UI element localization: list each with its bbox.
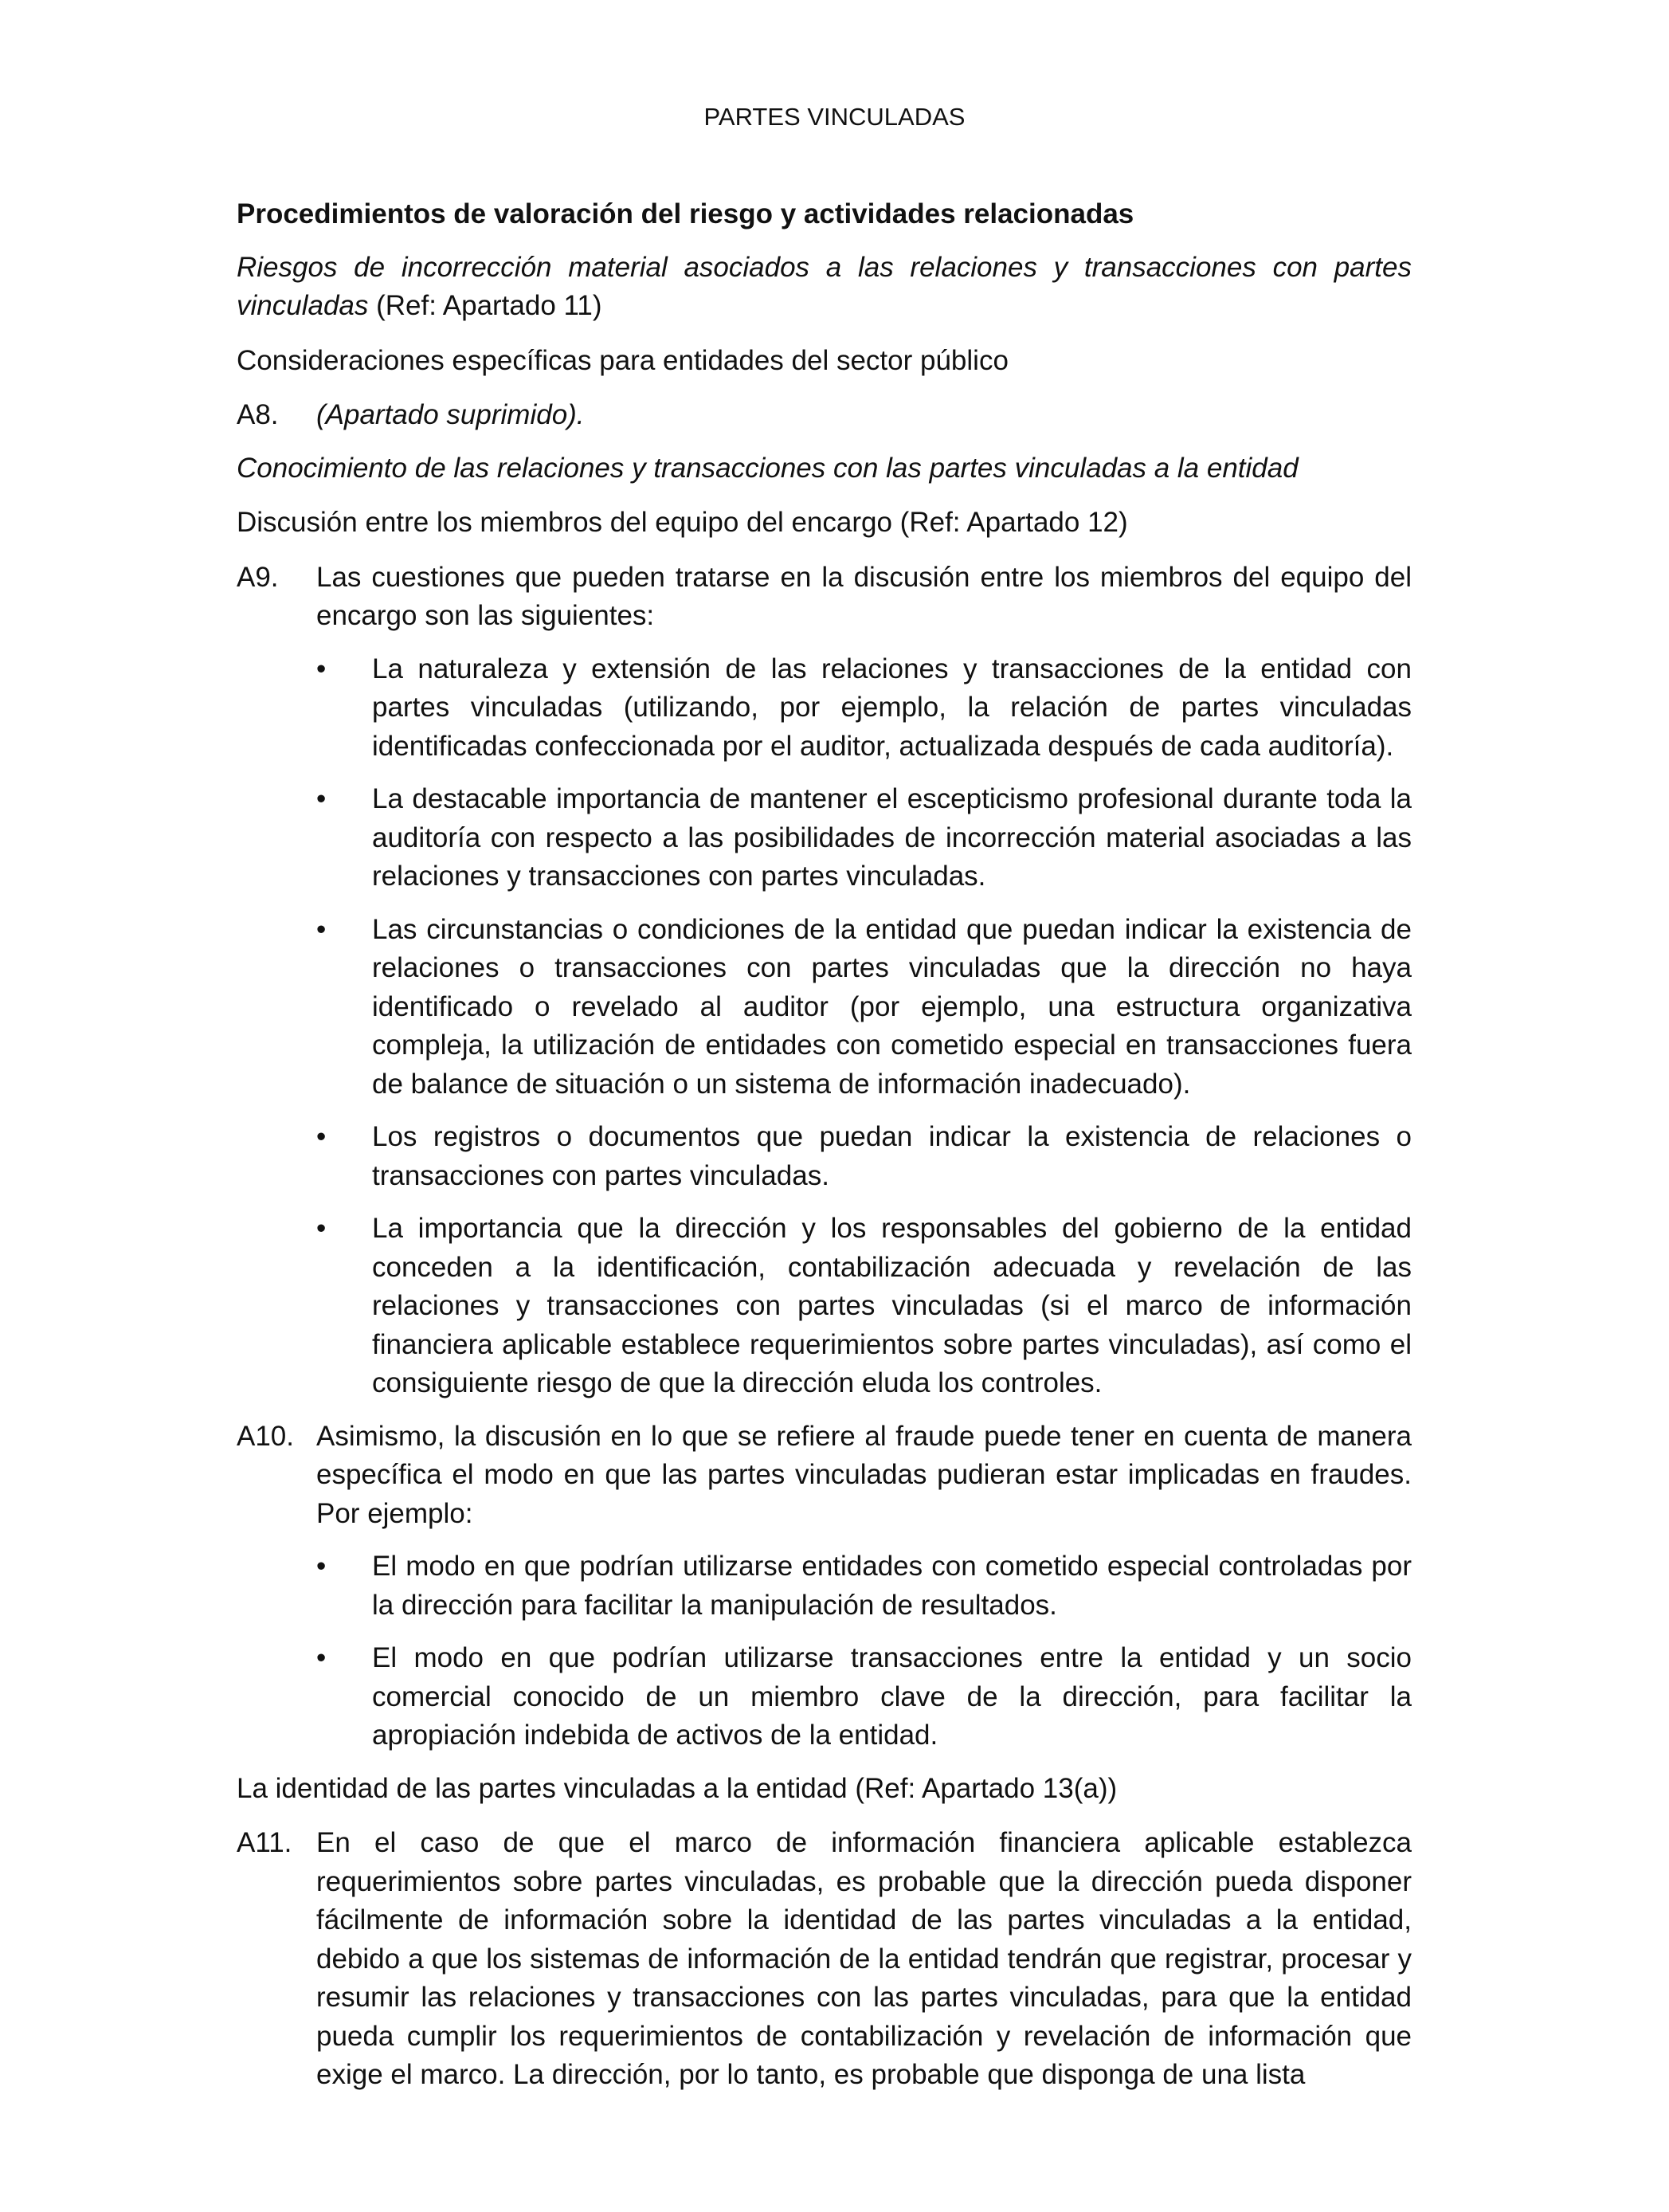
bullet-icon: • [316,1642,327,1673]
list-item-text: Las circunstancias o condiciones de la entidad que puedan indicar la existencia de relaciones o transacciones con partes vinculadas que la dirección no haya identificado o revelado al auditor (por ejemplo, una estructura organizativa compleja, la utilización de entidades con cometido especial en transacciones fuera de balance de situación o un sistema de información inadecuado). [372,913,1412,1100]
paragraph-text: Las cuestiones que pueden tratarse en la discusión entre los miembros del equipo del encargo son las siguientes: [316,561,1412,631]
bullet-icon: • [316,653,327,684]
paragraph-text: (Apartado suprimido). [316,399,585,430]
list-item [237,911,1412,1104]
list-item [237,650,1412,767]
list-item-text: El modo en que podrían utilizarse transacciones entre la entidad y un socio comercial conocido de un miembro clave de la dirección, para facilitar la apropiación indebida de activos de la entidad. [372,1642,1412,1751]
document-body [237,195,1412,2109]
subsection-risks-title: Riesgos de incorrección material asociados a las relaciones y transacciones con partes vinculadas [237,251,1412,321]
subsection-knowledge: Conocimiento de las relaciones y transacciones con las partes vinculadas a la entidad [237,452,1299,484]
subsection-identity: La identidad de las partes vinculadas a la entidad (Ref: Apartado 13(a)) [237,1772,1118,1804]
bullet-icon: • [316,913,327,945]
list-item-text: El modo en que podrían utilizarse entidades con cometido especial controladas por la dirección para facilitar la manipulación de resultados. [372,1551,1412,1621]
a9-bullet-list [237,650,1412,1403]
subsection-risks [237,249,1412,326]
paragraph-a8 [237,396,1412,435]
list-item [237,1639,1412,1755]
subsection-risks-ref: (Ref: Apartado 11) [368,290,602,321]
bullet-icon: • [316,1213,327,1244]
paragraph-a10 [237,1418,1412,1534]
list-item-text: La importancia que la dirección y los responsables del gobierno de la entidad conceden a la identificación, contabilización adecuada y revelación de las relaciones y transacciones con partes vinculadas (si el marco de información financiera aplicable establece requerimientos sobre partes vinculadas), así como el consiguiente riesgo de que la dirección eluda los controles. [372,1213,1412,1398]
list-item-text: La naturaleza y extensión de las relaciones y transacciones de la entidad con partes vinculadas (utilizando, por ejemplo, la relación de partes vinculadas identificadas confeccionada por el auditor, actualizada después de cada auditoría). [372,653,1412,762]
list-item-text: La destacable importancia de mantener el escepticismo profesional durante toda la auditoría con respecto a las posibilidades de incorrección material asociadas a las relaciones y transacciones con partes vinculadas. [372,783,1412,892]
list-item-text: Los registros o documentos que puedan indicar la existencia de relaciones o transacciones con partes vinculadas. [372,1121,1412,1191]
paragraph-number: A8. [237,399,279,430]
section-heading: Procedimientos de valoración del riesgo y actividades relacionadas [237,198,1134,229]
paragraph-text: Asimismo, la discusión en lo que se refiere al fraude puede tener en cuenta de manera específica el modo en que las partes vinculadas pudieran estar implicadas en fraudes. Por ejemplo: [316,1420,1412,1529]
list-item [237,1118,1412,1195]
bullet-icon: • [316,1121,327,1152]
subsection-public-sector: Consideraciones específicas para entidades del sector público [237,344,1009,376]
subsection-discussion: Discusión entre los miembros del equipo del encargo (Ref: Apartado 12) [237,507,1128,538]
list-item [237,1547,1412,1625]
paragraph-number: A11. [237,1827,292,1858]
list-item [237,1210,1412,1403]
paragraph-number: A10. [237,1420,294,1452]
bullet-icon: • [316,1551,327,1582]
list-item [237,780,1412,896]
paragraph-a9 [237,559,1412,636]
paragraph-number: A9. [237,561,279,593]
page-header: PARTES VINCULADAS [703,103,966,131]
paragraph-text: En el caso de que el marco de información financiera aplicable establezca requerimientos sobre partes vinculadas, es probable que la dirección pueda disponer fácilmente de información sobre la identidad de las partes vinculadas a la entidad, debido a que los sistemas de información de la entidad tendrán que registrar, procesar y resumir las relaciones y transacciones con las partes vinculadas, para que la entidad pueda cumplir los requerimientos de contabilización y revelación de información que exige el marco. La dirección, por lo tanto, es probable que disponga de una lista [316,1827,1412,2090]
bullet-icon: • [316,783,327,814]
a10-bullet-list [237,1547,1412,1755]
paragraph-a11 [237,1824,1412,2095]
